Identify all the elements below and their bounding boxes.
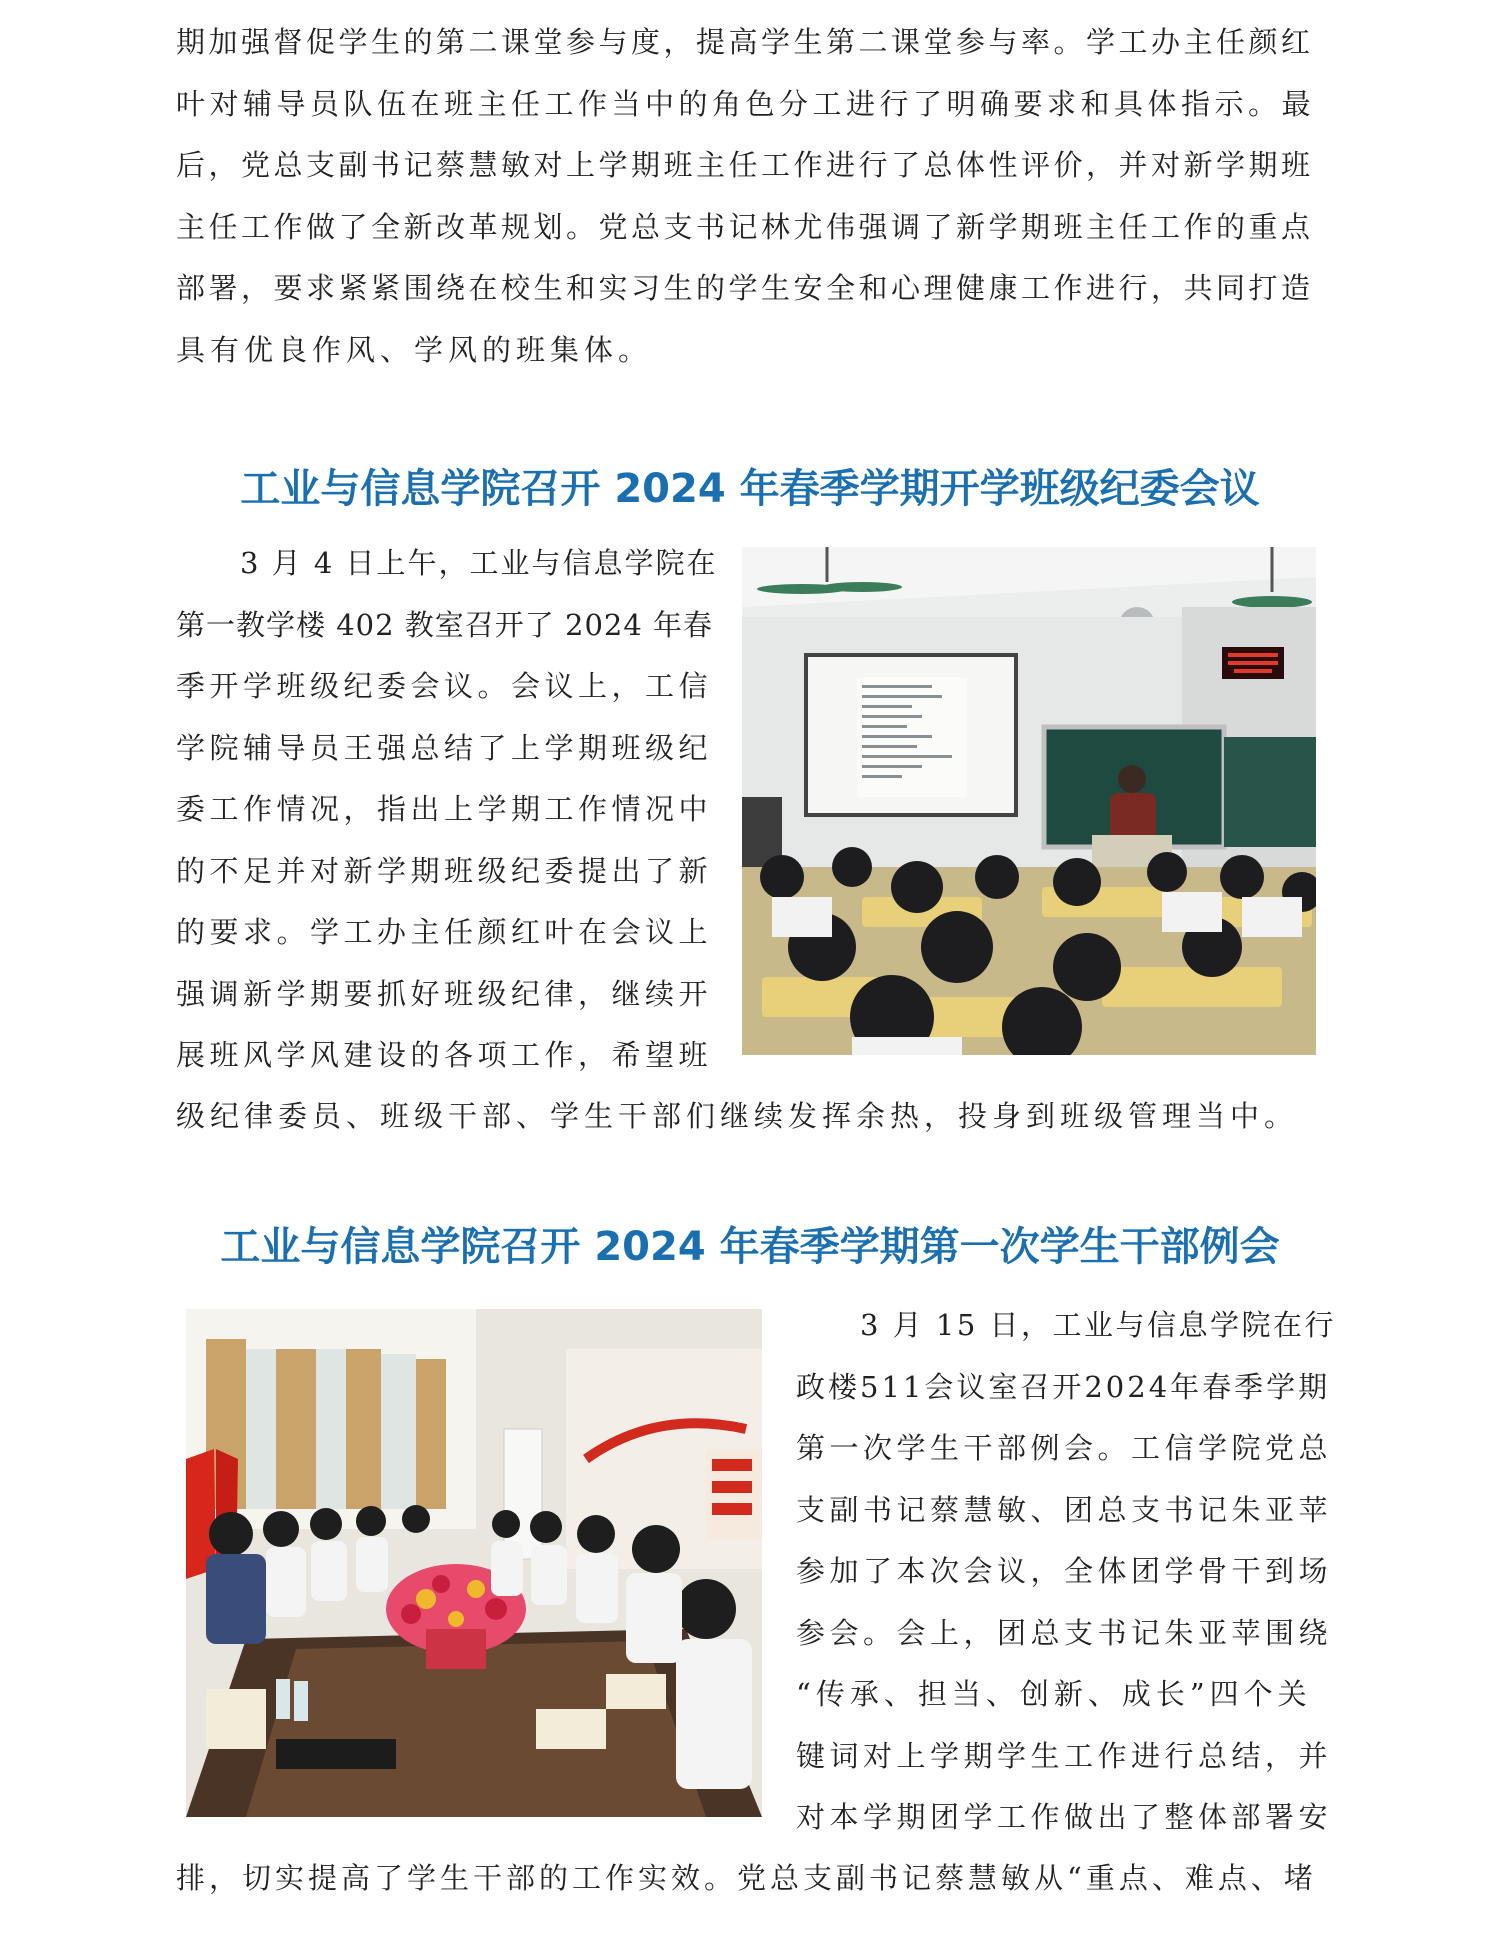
text-line: 键词对上学期学生工作进行总结，并 xyxy=(796,1738,1333,1773)
text-line: 3 月 15 日，工业与信息学院在行 xyxy=(860,1308,1337,1342)
text-line: 对本学期团学工作做出了整体部署安 xyxy=(796,1800,1333,1834)
section2-paragraph xyxy=(796,1295,1336,1849)
text-line: 季开学班级纪委会议。会议上，工信 xyxy=(176,669,713,703)
text-line: 参加了本次会议，全体团学骨干到场 xyxy=(796,1554,1333,1588)
text-line: 支副书记蔡慧敏、团总支书记朱亚苹 xyxy=(796,1492,1333,1527)
text-line: 参会。会上，团总支书记朱亚苹围绕 xyxy=(796,1615,1333,1650)
text-line: 叶对辅导员队伍在班主任工作当中的角色分工进行了明确要求和具体指示。最 xyxy=(176,86,1316,121)
text-line: 的不足并对新学期班级纪委提出了新 xyxy=(176,853,713,888)
text-line: 第一教学楼 402 教室召开了 2024 年春 xyxy=(176,607,714,642)
classroom-meeting-photo xyxy=(742,547,1316,1055)
text-line: 级纪律委员、班级干部、学生干部们继续发挥余热，投身到班级管理当中。 xyxy=(176,1099,1299,1133)
text-line: 后，党总支副书记蔡慧敏对上学期班主任工作进行了总体性评价，并对新学期班 xyxy=(176,148,1314,182)
section1-tail xyxy=(176,1086,1328,1148)
text-line: 部署，要求紧紧围绕在校生和实习生的学生安全和心理健康工作进行，共同打造 xyxy=(176,271,1314,305)
section2-tail xyxy=(176,1848,1328,1910)
text-line: 期加强督促学生的第二课堂参与度，提高学生第二课堂参与率。学工办主任颜红 xyxy=(176,25,1314,59)
section-heading: 工业与信息学院召开 2024 年春季学期开学班级纪委会议 xyxy=(240,466,1260,512)
text-line: 学院辅导员王强总结了上学期班级纪 xyxy=(176,730,713,765)
text-line: 的要求。学工办主任颜红叶在会议上 xyxy=(176,915,713,949)
text-line: 委工作情况，指出上学期工作情况中 xyxy=(176,792,713,826)
section-heading: 工业与信息学院召开 2024 年春季学期第一次学生干部例会 xyxy=(220,1224,1280,1270)
text-line: 强调新学期要抓好班级纪律，继续开 xyxy=(176,976,713,1011)
text-line: “传承、担当、创新、成长”四个关 xyxy=(796,1677,1312,1711)
section1-paragraph xyxy=(176,533,716,1087)
text-line: 具有优良作风、学风的班集体。 xyxy=(176,332,653,367)
text-line: 3 月 4 日上午，工业与信息学院在 xyxy=(240,546,718,580)
text-line: 主任工作做了全新改革规划。党总支书记林尤伟强调了新学期班主任工作的重点 xyxy=(176,209,1314,244)
text-line: 排，切实提高了学生干部的工作实效。党总支副书记蔡慧敏从“重点、难点、堵 xyxy=(176,1861,1317,1895)
text-line: 第一次学生干部例会。工信学院党总 xyxy=(796,1431,1333,1465)
text-line: 政楼511会议室召开2024年春季学期 xyxy=(796,1369,1331,1404)
text-line: 展班风学风建设的各项工作，希望班 xyxy=(176,1038,713,1072)
conference-room-meeting-photo xyxy=(186,1309,762,1817)
intro-paragraph xyxy=(176,12,1328,381)
